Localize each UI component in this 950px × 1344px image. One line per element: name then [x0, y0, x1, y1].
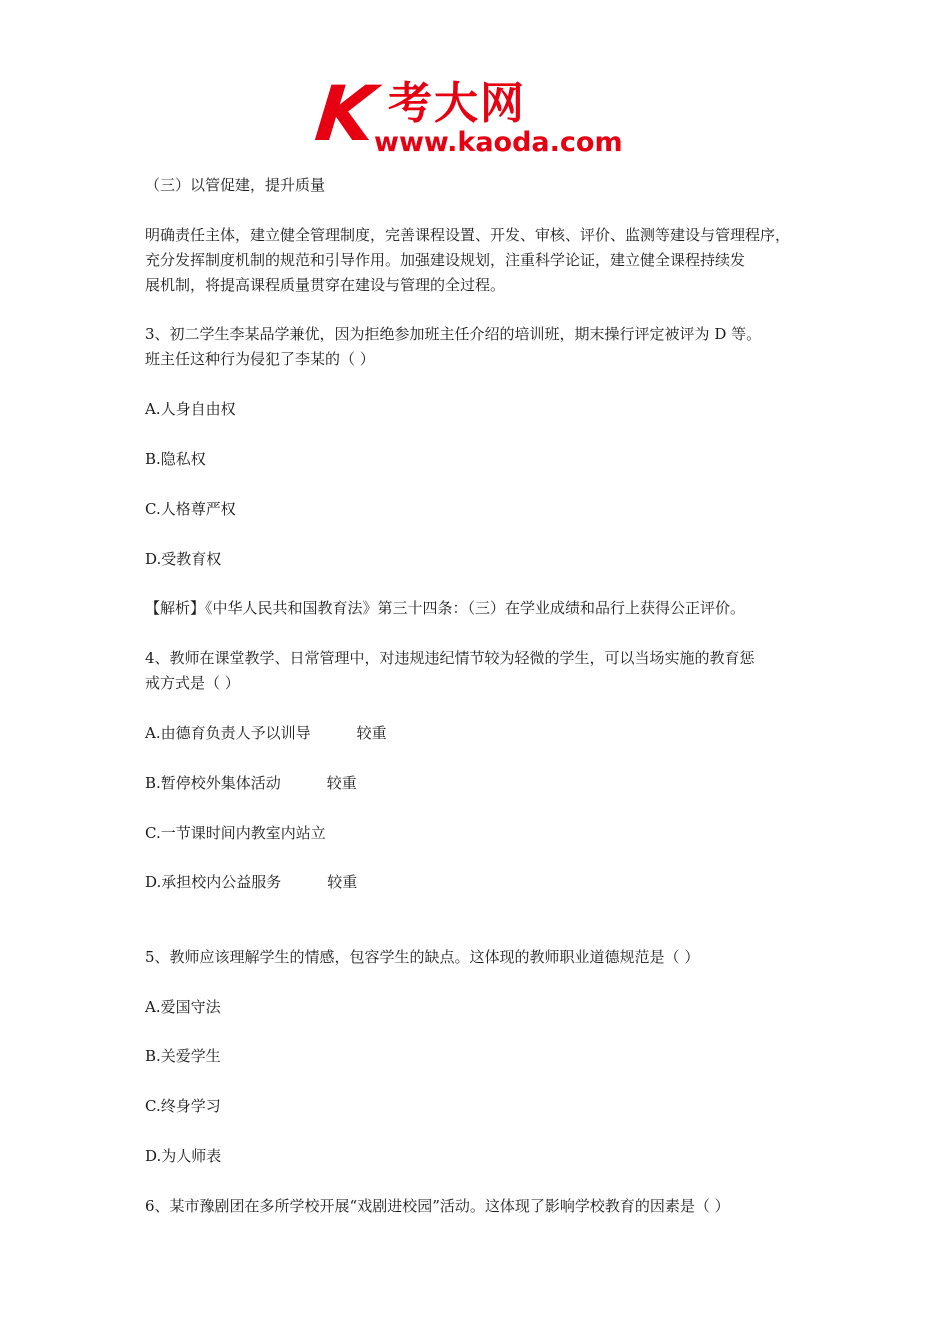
kaoda-logo	[311, 69, 641, 158]
option-note: 较重	[326, 774, 357, 792]
question-5-stem: 5、教师应该理解学生的情感，包容学生的缺点。这体现的教师职业道德规范是（ ）	[145, 948, 700, 966]
option-note: 较重	[327, 873, 358, 891]
question-4-option-a	[145, 721, 825, 746]
question-4-option-d	[145, 870, 825, 895]
question-5-option-b: B.关爱学生	[145, 1047, 221, 1065]
question-3-stem: 3、初二学生李某品学兼优，因为拒绝参加班主任介绍的培训班，期末操行评定被评为 D 等。	[145, 325, 762, 343]
question-5-option-c: C.终身学习	[145, 1097, 221, 1115]
question-3-option-a: A.人身自由权	[145, 400, 236, 418]
question-3-option-d: D.受教育权	[145, 550, 222, 568]
question-4-option-b	[145, 771, 825, 796]
question-4-stem: 4、教师在课堂教学、日常管理中，对违规违纪情节较为轻微的学生，可以当场实施的教育惩	[145, 649, 755, 667]
question-3-stem-cont: 班主任这种行为侵犯了李某的（ ）	[145, 350, 375, 368]
question-3-option-c: C.人格尊严权	[145, 500, 236, 518]
logo-k-mark: K	[311, 69, 380, 158]
paragraph-line: 明确责任主体，建立健全管理制度，完善课程设置、开发、审核、评价、监测等建设与管理程序，	[145, 226, 791, 244]
option-note: 较重	[356, 724, 387, 742]
paragraph-line: 充分发挥制度机制的规范和引导作用。加强建设规划，注重科学论证，建立健全课程持续发	[145, 251, 746, 269]
question-3-analysis: 【解析】《中华人民共和国教育法》第三十四条：（三）在学业成绩和品行上获得公正评价。	[145, 599, 746, 617]
logo-url: www.kaoda.com	[374, 127, 623, 158]
question-6-stem: 6、某市豫剧团在多所学校开展“戏剧进校园”活动。这体现了影响学校教育的因素是（ ）	[145, 1197, 730, 1215]
section-heading: （三）以管促建，提升质量	[145, 176, 326, 194]
option-text: B.暂停校外集体活动	[145, 774, 281, 792]
question-5-option-a: A.爱国守法	[145, 998, 221, 1016]
question-5-option-d: D.为人师表	[145, 1147, 222, 1165]
question-3-option-b: B.隐私权	[145, 450, 206, 468]
paragraph-line: 展机制，将提高课程质量贯穿在建设与管理的全过程。	[145, 276, 506, 294]
question-4-option-c: C.一节课时间内教室内站立	[145, 824, 326, 842]
option-text: D.承担校内公益服务	[145, 873, 282, 891]
option-text: A.由德育负责人予以训导	[145, 724, 311, 742]
question-4-stem-cont: 戒方式是（ ）	[145, 674, 240, 692]
logo-title: 考大网	[388, 78, 526, 129]
